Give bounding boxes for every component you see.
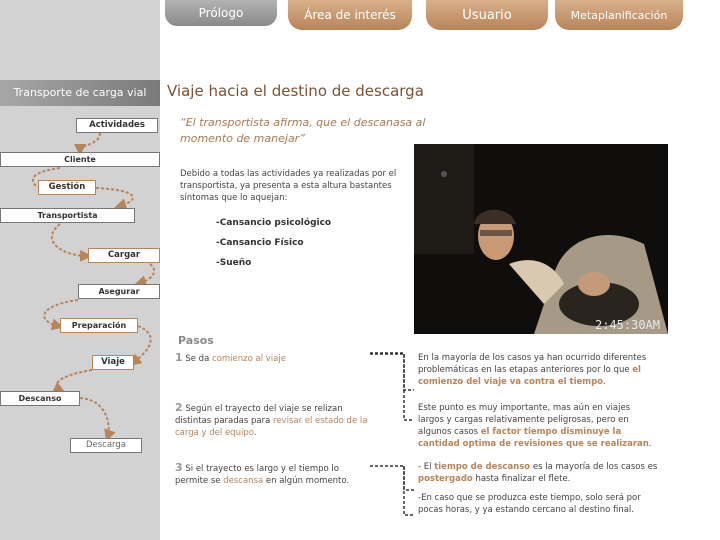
sidebar-item-descarga[interactable]: Descarga — [70, 438, 142, 453]
note-text: -En caso que se produzca este tiempo, solo será por pocas horas, y ya estando cercano al destino final. — [418, 493, 641, 515]
note-text: Este punto es muy importante, mas aún en viajes largos y cargas relativamente peligrosas, pero en algunos casos — [418, 403, 631, 437]
tab-area-de-interes[interactable]: Área de interés — [288, 0, 412, 30]
sidebar-item-preparacion[interactable]: Preparación — [60, 318, 138, 333]
sidebar-item-viaje[interactable]: Viaje — [92, 355, 134, 370]
sidebar-item-asegurar[interactable]: Asegurar — [78, 284, 160, 299]
pasos-label: Pasos — [178, 334, 214, 347]
driver-photo-illustration — [414, 144, 668, 334]
step-number: 3 — [175, 461, 183, 474]
tab-metaplanificacion[interactable]: Metaplanificación — [555, 0, 683, 30]
step-text-end: en algún momento. — [263, 476, 350, 486]
tab-usuario[interactable]: Usuario — [426, 0, 548, 30]
sidebar-item-gestion[interactable]: Gestión — [38, 180, 96, 195]
sidebar-item-descanso[interactable]: Descanso — [0, 391, 80, 406]
step-highlight: comienzo al viaje — [212, 354, 286, 364]
note-item — [418, 492, 658, 516]
tab-prologo[interactable]: Prólogo — [165, 0, 277, 26]
symptom-item: -Cansancio psicológico — [216, 218, 332, 228]
step-text: Si el trayecto es largo y el tiempo lo permite se — [175, 464, 339, 486]
note-text-end: . — [603, 377, 606, 387]
symptom-item: -Sueño — [216, 258, 252, 268]
step-item — [175, 462, 370, 487]
sidebar-item-cliente[interactable]: Cliente — [0, 152, 160, 167]
note-highlight: tiempo de descanso — [434, 462, 531, 472]
step-text: Según el trayecto del viaje se relizan distintas paradas para — [175, 404, 343, 426]
note-text-end: hasta finalizar el flete. — [472, 474, 571, 484]
note-item — [418, 402, 658, 450]
step-number: 1 — [175, 351, 183, 364]
sidebar-item-transportista[interactable]: Transportista — [0, 208, 135, 223]
step-text-end: . — [253, 428, 257, 438]
note-text-mid: es la mayoría de los casos es — [530, 462, 658, 472]
step-highlight: descansa — [223, 476, 264, 486]
sidebar-flow-arrows — [0, 0, 165, 540]
sidebar-item-cargar[interactable]: Cargar — [88, 248, 160, 263]
note-text: - El — [418, 462, 435, 472]
note-item — [418, 352, 658, 388]
sidebar-item-actividades[interactable]: Actividades — [76, 118, 158, 133]
step-highlight: revisar el estado de la carga y del equipo — [175, 416, 368, 438]
step-number: 2 — [175, 401, 183, 414]
symptom-item: -Cansancio Físico — [216, 238, 304, 248]
note-highlight: postergado — [418, 474, 473, 484]
intro-text: Debido a todas las actividades ya realizadas por el transportista, ya presenta a esta altura bastantes síntomas que lo aquejan: — [180, 169, 397, 203]
note-text-end: . — [648, 439, 652, 449]
step-text: Se da — [185, 354, 212, 364]
step-connectors — [368, 340, 418, 540]
photo-timestamp: 2:45:30AM — [594, 318, 660, 332]
quote-text: “El transportista afirma, que el descanasa al momento de manejar” — [180, 116, 426, 145]
sidebar-title: Transporte de carga vial — [13, 86, 147, 99]
step-item — [175, 352, 370, 365]
note-item — [418, 461, 658, 485]
note-highlight: el comienzo del viaje va contra el tiempo — [418, 365, 641, 387]
step-item — [175, 402, 370, 439]
driver-photo — [414, 144, 668, 334]
note-highlight: el factor tiempo disminuye la cantidad optima de revisiones que se realizaran — [418, 427, 649, 449]
page-title: Viaje hacia el destino de descarga — [167, 82, 424, 100]
note-text: En la mayoría de los casos ya han ocurrido diferentes problemáticas en las etapas anteriores por lo que — [418, 353, 647, 375]
